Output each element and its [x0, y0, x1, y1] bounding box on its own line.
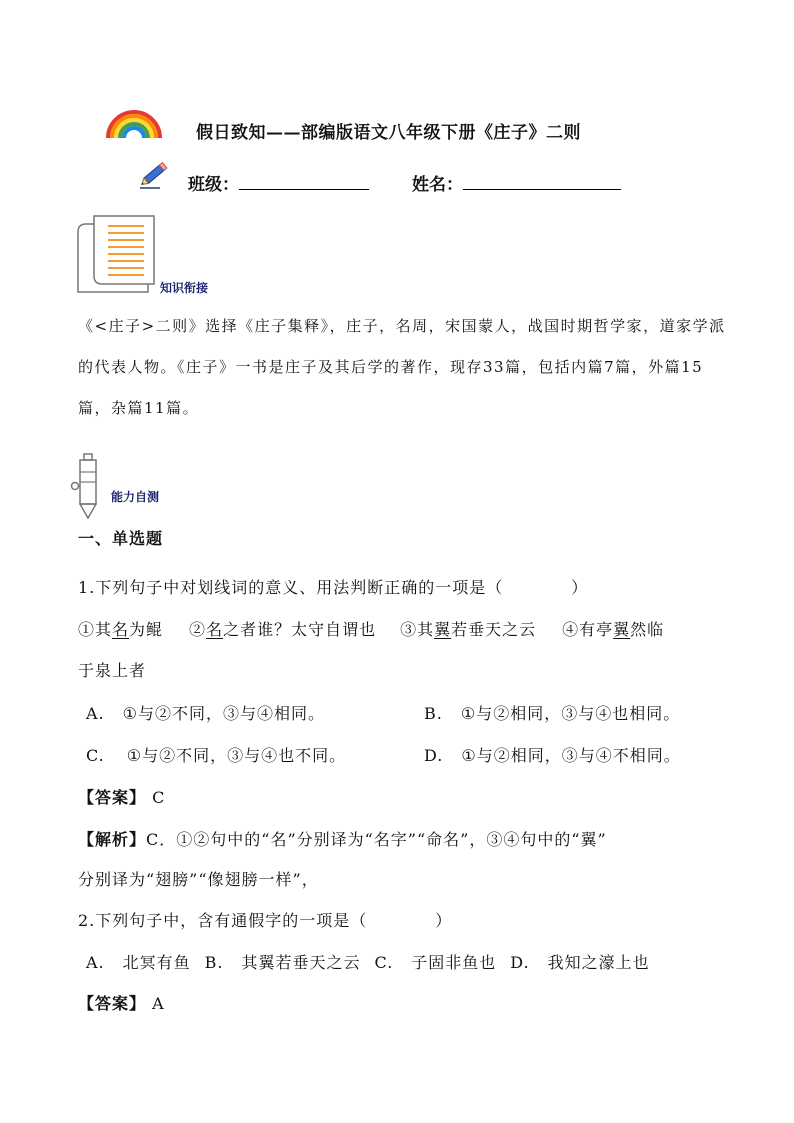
class-field — [188, 170, 369, 195]
pen-icon — [70, 452, 104, 522]
q1-item4: ④有亭翼然临 — [562, 620, 665, 639]
q1-item3: ③其翼若垂天之云 — [400, 620, 537, 639]
q1-option-c[interactable]: C. ①与②不同，③与④也不同。 — [86, 746, 347, 765]
section-heading: 一、单选题 — [78, 529, 164, 548]
name-field — [412, 170, 621, 195]
document-title: 假日致知——部编版语文八年级下册《庄子》二则 — [196, 123, 581, 143]
rainbow-icon — [104, 106, 164, 140]
q2-option-b[interactable]: B. 其翼若垂天之云 — [204, 953, 361, 972]
q1-analysis-line1: 【解析】C．①②句中的“名”分别译为“名字”“命名”，③④句中的“翼” — [78, 830, 607, 849]
class-blank[interactable] — [239, 175, 369, 190]
q1-answer: 【答案】 C — [78, 788, 166, 807]
q1-item1: ①其名为鲲 — [78, 620, 164, 639]
test-section-label: 能力自测 — [111, 490, 160, 504]
q1-items-line1 — [78, 617, 664, 640]
q2-option-d[interactable]: D. 我知之濠上也 — [510, 953, 650, 972]
q1-option-a[interactable]: A. ①与②不同，③与④相同。 — [86, 704, 325, 723]
q2-option-c[interactable]: C. 子固非鱼也 — [374, 953, 497, 972]
q1-option-b[interactable]: B. ①与②相同，③与④也相同。 — [424, 704, 681, 723]
name-blank[interactable] — [463, 175, 621, 190]
q2-answer: 【答案】 A — [78, 994, 165, 1013]
q1-item2: ②名之者谁？太守自谓也 — [189, 620, 377, 639]
q2-options — [86, 950, 650, 973]
class-label: 班级： — [188, 175, 239, 195]
pencil-icon — [138, 158, 172, 190]
knowledge-paragraph: 《<庄子>二则》选择《庄子集释》，庄子，名周，宋国蒙人，战国时期哲学家，道家学派的代表人物。《庄子》一书是庄子及其后学的著作，现存33篇，包括内篇7篇，外篇15篇，杂篇11篇。 — [78, 317, 726, 417]
q1-option-d[interactable]: D. ①与②相同，③与④不相同。 — [424, 746, 681, 765]
q1-stem: 1.下列句子中对划线词的意义、用法判断正确的一项是（ ） — [78, 578, 589, 597]
name-label: 姓名： — [412, 175, 463, 195]
q1-analysis-line2: 分别译为“翅膀”“像翅膀一样”， — [78, 870, 319, 889]
document-scroll-icon — [74, 214, 158, 296]
q1-items-line2: 于泉上者 — [78, 661, 147, 680]
knowledge-section-label: 知识衔接 — [160, 281, 209, 295]
q2-option-a[interactable]: A. 北冥有鱼 — [86, 953, 191, 972]
q2-stem: 2.下列句子中，含有通假字的一项是（ ） — [78, 911, 453, 930]
